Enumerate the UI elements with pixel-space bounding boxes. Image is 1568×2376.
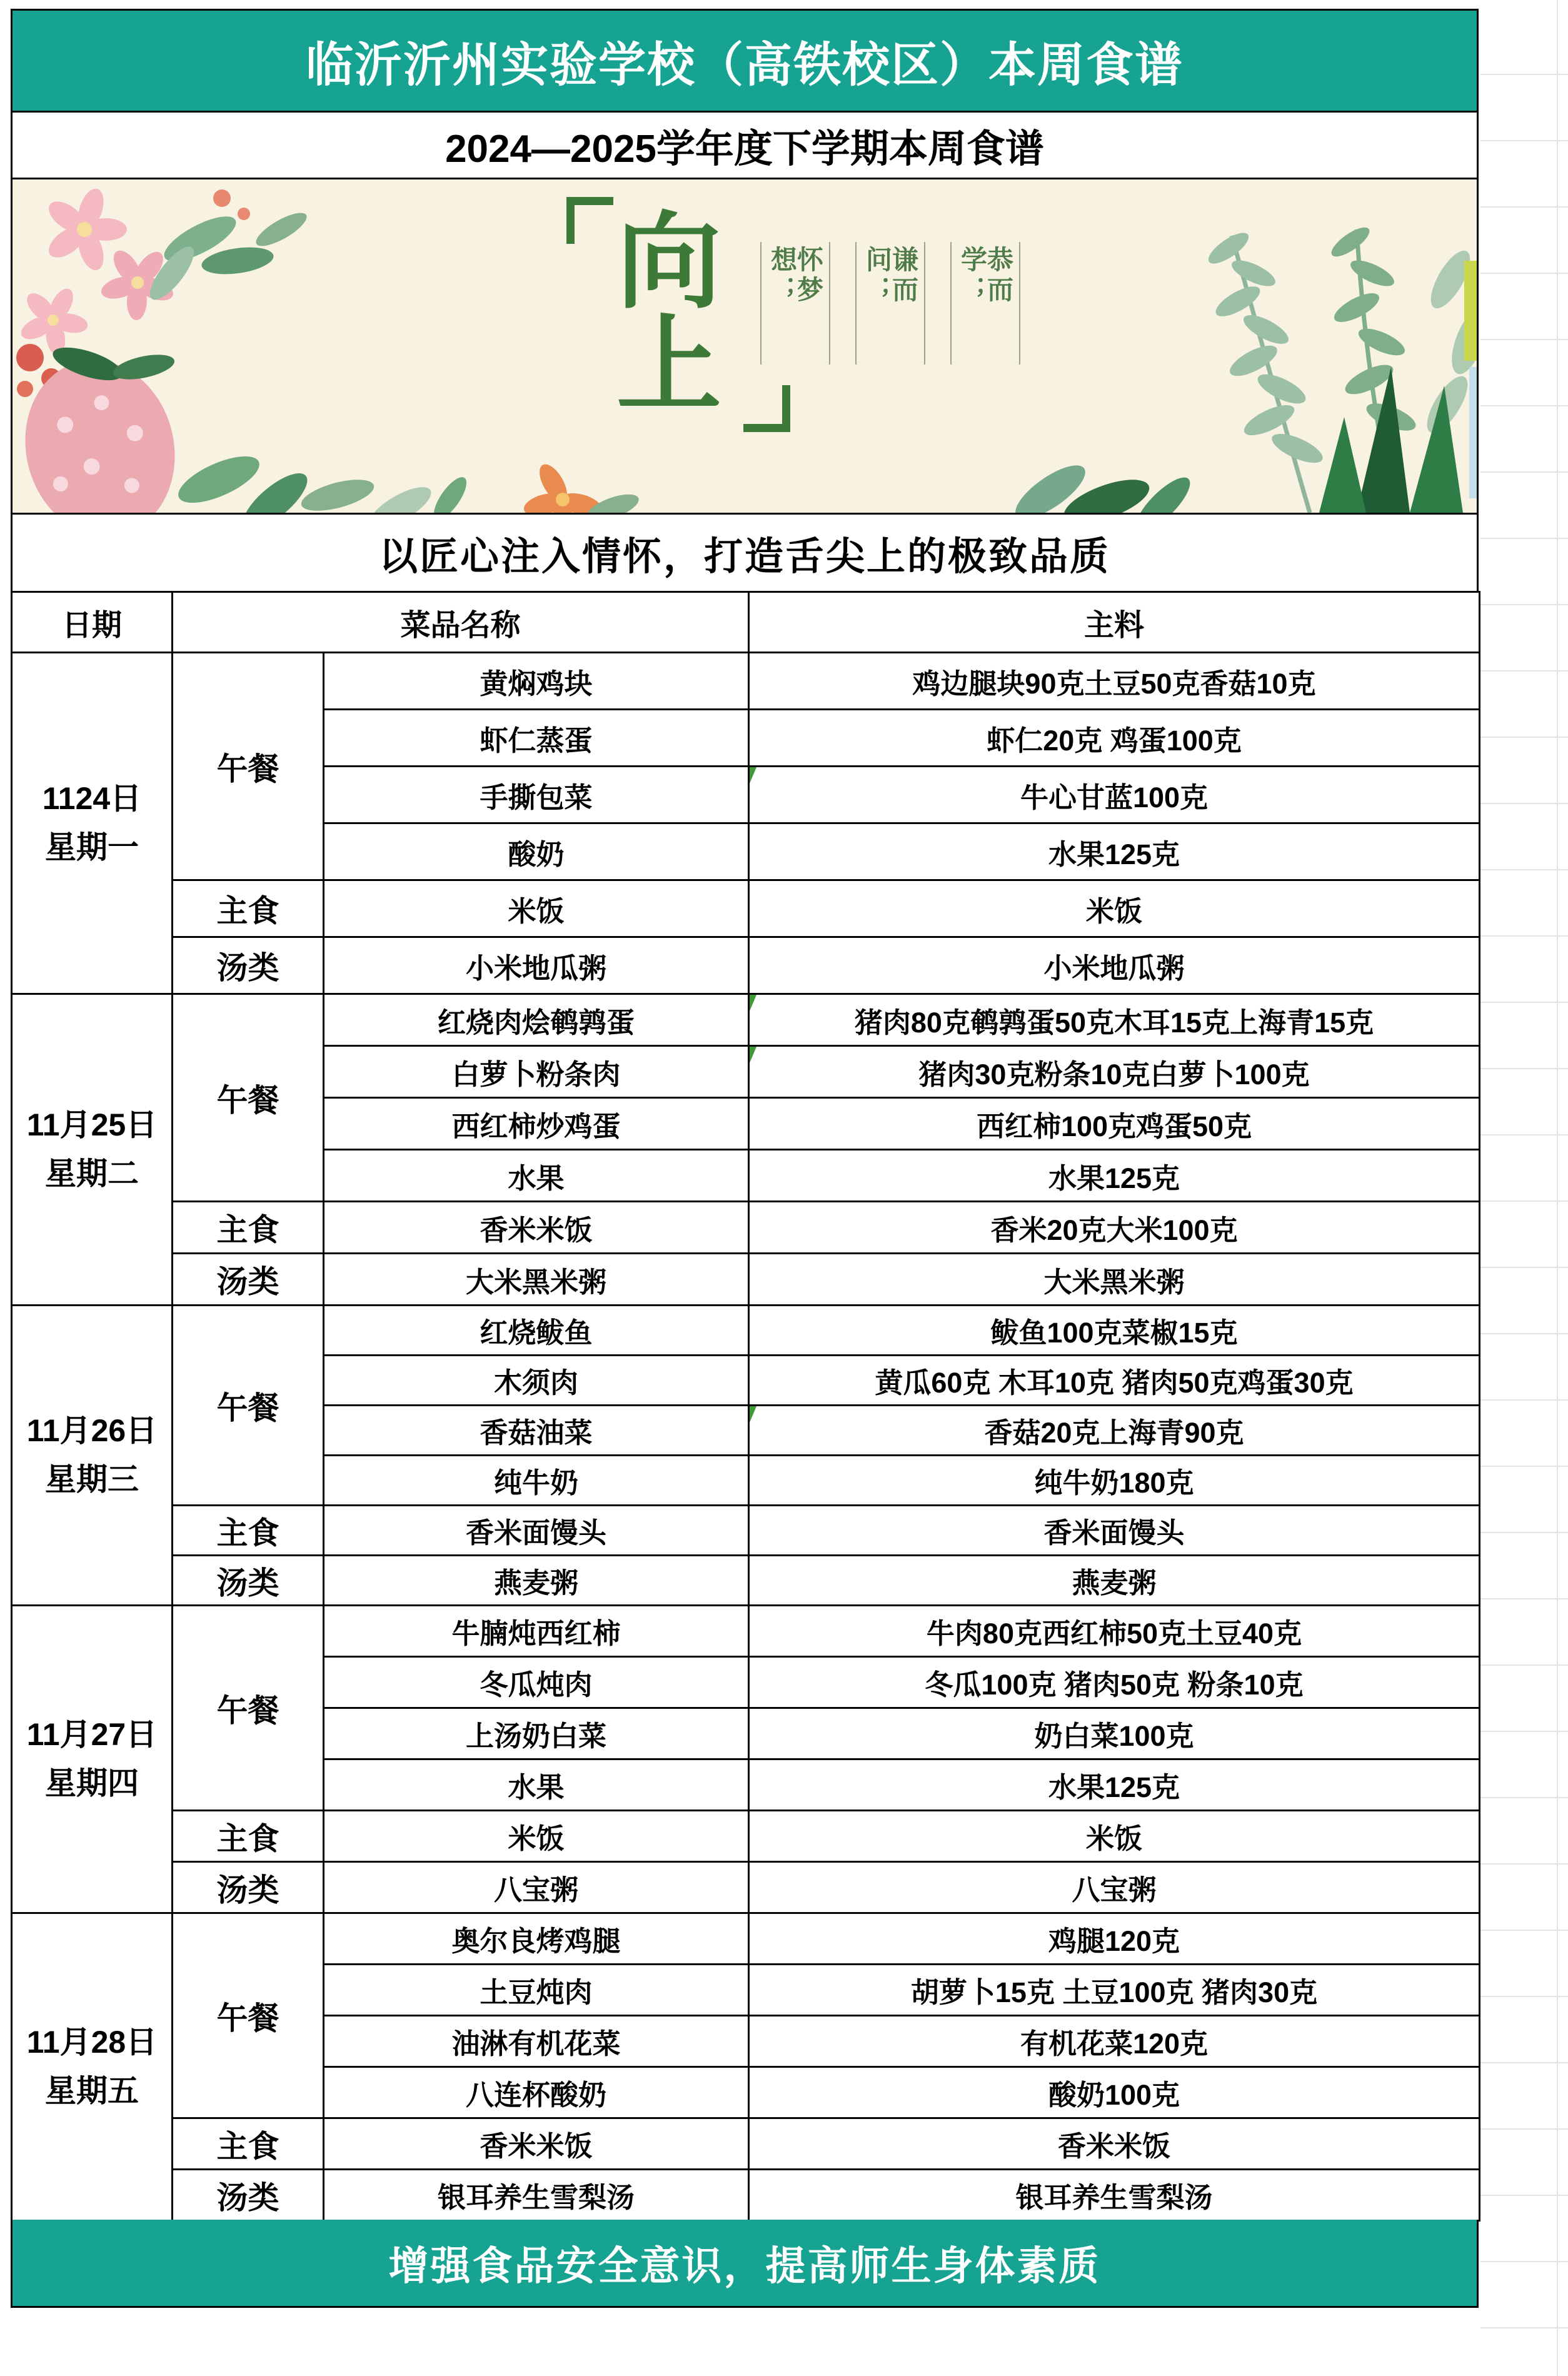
ingredients-cell: 大米黑米粥	[749, 1254, 1480, 1306]
date-line: 11月25日	[26, 1107, 158, 1142]
dish-name-cell: 香米米饭	[324, 1202, 749, 1254]
meal-label-cell: 主食	[173, 1202, 324, 1254]
cell-corner-mark-icon	[750, 1406, 756, 1422]
dish-name-cell: 水果	[324, 1150, 749, 1202]
dish-name-cell: 小米地瓜粥	[324, 937, 749, 994]
day-block	[12, 1606, 1480, 1913]
ingredients-cell: 猪肉30克粉条10克白萝卜100克	[749, 1046, 1480, 1098]
date-line: 11月26日	[26, 1413, 158, 1448]
quote-column-1: 怀梦想；	[760, 242, 830, 365]
ingredients-cell: 香米面馒头	[749, 1506, 1480, 1556]
motto-char-1: 向	[616, 203, 721, 321]
meal-label-cell: 主食	[173, 1811, 324, 1862]
motto-char-2: 上	[616, 306, 721, 424]
ingredients-cell: 水果125克	[749, 1150, 1480, 1202]
dish-name-cell: 上汤奶白菜	[324, 1708, 749, 1759]
dish-name-cell: 冬瓜炖肉	[324, 1657, 749, 1708]
menu-table	[11, 591, 1480, 2222]
dish-name-cell: 牛腩炖西红柿	[324, 1606, 749, 1657]
subtitle-row	[11, 111, 1479, 179]
dish-name-cell: 奥尔良烤鸡腿	[324, 1913, 749, 1965]
meal-label-cell: 午餐	[173, 1306, 324, 1506]
weekday-line: 星期三	[45, 1461, 139, 1497]
ingredients-cell: 有机花菜120克	[749, 2016, 1480, 2067]
motto-quotes	[760, 242, 1020, 365]
banner	[11, 179, 1479, 513]
ingredients-cell: 香米米饭	[749, 2118, 1480, 2170]
dish-name-cell: 米饭	[324, 1811, 749, 1862]
header-dish: 菜品名称	[173, 592, 749, 653]
menu-row	[12, 880, 1480, 937]
menu-row	[12, 653, 1480, 710]
date-line: 1124日	[42, 781, 142, 816]
motto-text	[600, 203, 738, 424]
meal-label-cell: 汤类	[173, 937, 324, 994]
meal-label-cell: 汤类	[173, 1862, 324, 1913]
menu-row	[12, 2118, 1480, 2170]
gutter-gridlines	[1480, 9, 1568, 2376]
meal-label-cell: 午餐	[173, 1913, 324, 2118]
ingredients-cell: 纯牛奶180克	[749, 1456, 1480, 1506]
dish-name-cell: 八宝粥	[324, 1862, 749, 1913]
dish-name-cell: 香米米饭	[324, 2118, 749, 2170]
meal-label-cell: 午餐	[173, 994, 324, 1202]
date-line: 11月27日	[26, 1717, 158, 1752]
dish-name-cell: 红烧鲅鱼	[324, 1306, 749, 1356]
menu-row	[12, 1254, 1480, 1306]
dish-name-cell: 香米面馒头	[324, 1506, 749, 1556]
page-subtitle: 2024—2025学年度下学期本周食谱	[445, 127, 1044, 171]
menu-row	[12, 937, 1480, 994]
day-block	[12, 994, 1480, 1306]
footer-text: 增强食品安全意识，提高师生身体素质	[388, 2243, 1101, 2288]
date-cell	[12, 994, 173, 1306]
menu-row	[12, 1506, 1480, 1556]
menu-row	[12, 1606, 1480, 1657]
date-line: 11月28日	[26, 2025, 158, 2060]
ingredients-cell: 西红柿100克鸡蛋50克	[749, 1098, 1480, 1150]
day-block	[12, 653, 1480, 994]
date-cell	[12, 1306, 173, 1606]
ingredients-cell: 鸡腿120克	[749, 1913, 1480, 1965]
header-ingredient: 主料	[749, 592, 1480, 653]
quote-column-3: 恭而学；	[950, 242, 1020, 365]
ingredients-cell: 鲅鱼100克菜椒15克	[749, 1306, 1480, 1356]
dish-name-cell: 燕麦粥	[324, 1556, 749, 1606]
cell-corner-mark-icon	[750, 995, 756, 1011]
date-cell	[12, 1913, 173, 2221]
title-bar	[11, 9, 1479, 111]
dish-name-cell: 香菇油菜	[324, 1406, 749, 1456]
ingredients-cell: 奶白菜100克	[749, 1708, 1480, 1759]
bracket-close-icon	[743, 385, 790, 432]
ingredients-cell: 小米地瓜粥	[749, 937, 1480, 994]
ingredients-cell: 牛心甘蓝100克	[749, 767, 1480, 823]
ingredients-cell: 猪肉80克鹌鹑蛋50克木耳15克上海青15克	[749, 994, 1480, 1046]
slogan-text: 以匠心注入情怀，打造舌尖上的极致品质	[378, 535, 1110, 578]
date-cell	[12, 653, 173, 994]
dish-name-cell: 白萝卜粉条肉	[324, 1046, 749, 1098]
dish-name-cell: 黄焖鸡块	[324, 653, 749, 710]
meal-label-cell: 汤类	[173, 2170, 324, 2221]
dish-name-cell: 银耳养生雪梨汤	[324, 2170, 749, 2221]
meal-label-cell: 主食	[173, 2118, 324, 2170]
day-block	[12, 1913, 1480, 2221]
quote-column-2: 谦而问；	[855, 242, 925, 365]
dish-name-cell: 八连杯酸奶	[324, 2067, 749, 2118]
ingredients-cell: 燕麦粥	[749, 1556, 1480, 1606]
menu-row	[12, 1556, 1480, 1606]
dish-name-cell: 虾仁蒸蛋	[324, 710, 749, 767]
sheet-right-gutter	[1480, 0, 1568, 2376]
cell-corner-mark-icon	[750, 767, 756, 783]
table-header-row	[12, 592, 1480, 653]
ingredients-cell: 水果125克	[749, 1759, 1480, 1811]
weekday-line: 星期二	[45, 1155, 139, 1191]
meal-label-cell: 午餐	[173, 1606, 324, 1811]
meal-label-cell: 主食	[173, 880, 324, 937]
dish-name-cell: 土豆炖肉	[324, 1965, 749, 2016]
ingredients-cell: 香菇20克上海青90克	[749, 1406, 1480, 1456]
ingredients-cell: 银耳养生雪梨汤	[749, 2170, 1480, 2221]
menu-row	[12, 1306, 1480, 1356]
ingredients-cell: 胡萝卜15克 土豆100克 猪肉30克	[749, 1965, 1480, 2016]
cell-corner-mark-icon	[750, 1047, 756, 1063]
dish-name-cell: 木须肉	[324, 1356, 749, 1406]
ingredients-cell: 八宝粥	[749, 1862, 1480, 1913]
ingredients-cell: 香米20克大米100克	[749, 1202, 1480, 1254]
meal-label-cell: 汤类	[173, 1556, 324, 1606]
dish-name-cell: 水果	[324, 1759, 749, 1811]
menu-row	[12, 2170, 1480, 2221]
dish-name-cell: 大米黑米粥	[324, 1254, 749, 1306]
ingredients-cell: 米饭	[749, 1811, 1480, 1862]
weekday-line: 星期五	[45, 2073, 139, 2108]
ingredients-cell: 虾仁20克 鸡蛋100克	[749, 710, 1480, 767]
ingredients-cell: 黄瓜60克 木耳10克 猪肉50克鸡蛋30克	[749, 1356, 1480, 1406]
dish-name-cell: 红烧肉烩鹌鹑蛋	[324, 994, 749, 1046]
dish-name-cell: 纯牛奶	[324, 1456, 749, 1506]
weekday-line: 星期四	[45, 1765, 139, 1801]
header-date: 日期	[12, 592, 173, 653]
menu-row	[12, 994, 1480, 1046]
ingredients-cell: 米饭	[749, 880, 1480, 937]
meal-label-cell: 主食	[173, 1506, 324, 1556]
dish-name-cell: 酸奶	[324, 823, 749, 880]
ingredients-cell: 冬瓜100克 猪肉50克 粉条10克	[749, 1657, 1480, 1708]
dish-name-cell: 手撕包菜	[324, 767, 749, 823]
motto-block	[563, 193, 775, 437]
menu-row	[12, 1202, 1480, 1254]
meal-label-cell: 汤类	[173, 1254, 324, 1306]
dish-name-cell: 西红柿炒鸡蛋	[324, 1098, 749, 1150]
menu-row	[12, 1862, 1480, 1913]
menu-row	[12, 1913, 1480, 1965]
gutter-gridline-vertical	[1557, 0, 1558, 2376]
footer-bar	[11, 2220, 1479, 2308]
page-title: 临沂沂州实验学校（高铁校区）本周食谱	[306, 38, 1184, 92]
ingredients-cell: 水果125克	[749, 823, 1480, 880]
slogan-row	[11, 513, 1479, 593]
date-cell	[12, 1606, 173, 1913]
menu-sheet	[11, 9, 1479, 2308]
dish-name-cell: 米饭	[324, 880, 749, 937]
dish-name-cell: 油淋有机花菜	[324, 2016, 749, 2067]
meal-label-cell: 午餐	[173, 653, 324, 880]
ingredients-cell: 鸡边腿块90克土豆50克香菇10克	[749, 653, 1480, 710]
ingredients-cell: 牛肉80克西红柿50克土豆40克	[749, 1606, 1480, 1657]
ingredients-cell: 酸奶100克	[749, 2067, 1480, 2118]
weekday-line: 星期一	[45, 829, 139, 865]
menu-row	[12, 1811, 1480, 1862]
day-block	[12, 1306, 1480, 1606]
